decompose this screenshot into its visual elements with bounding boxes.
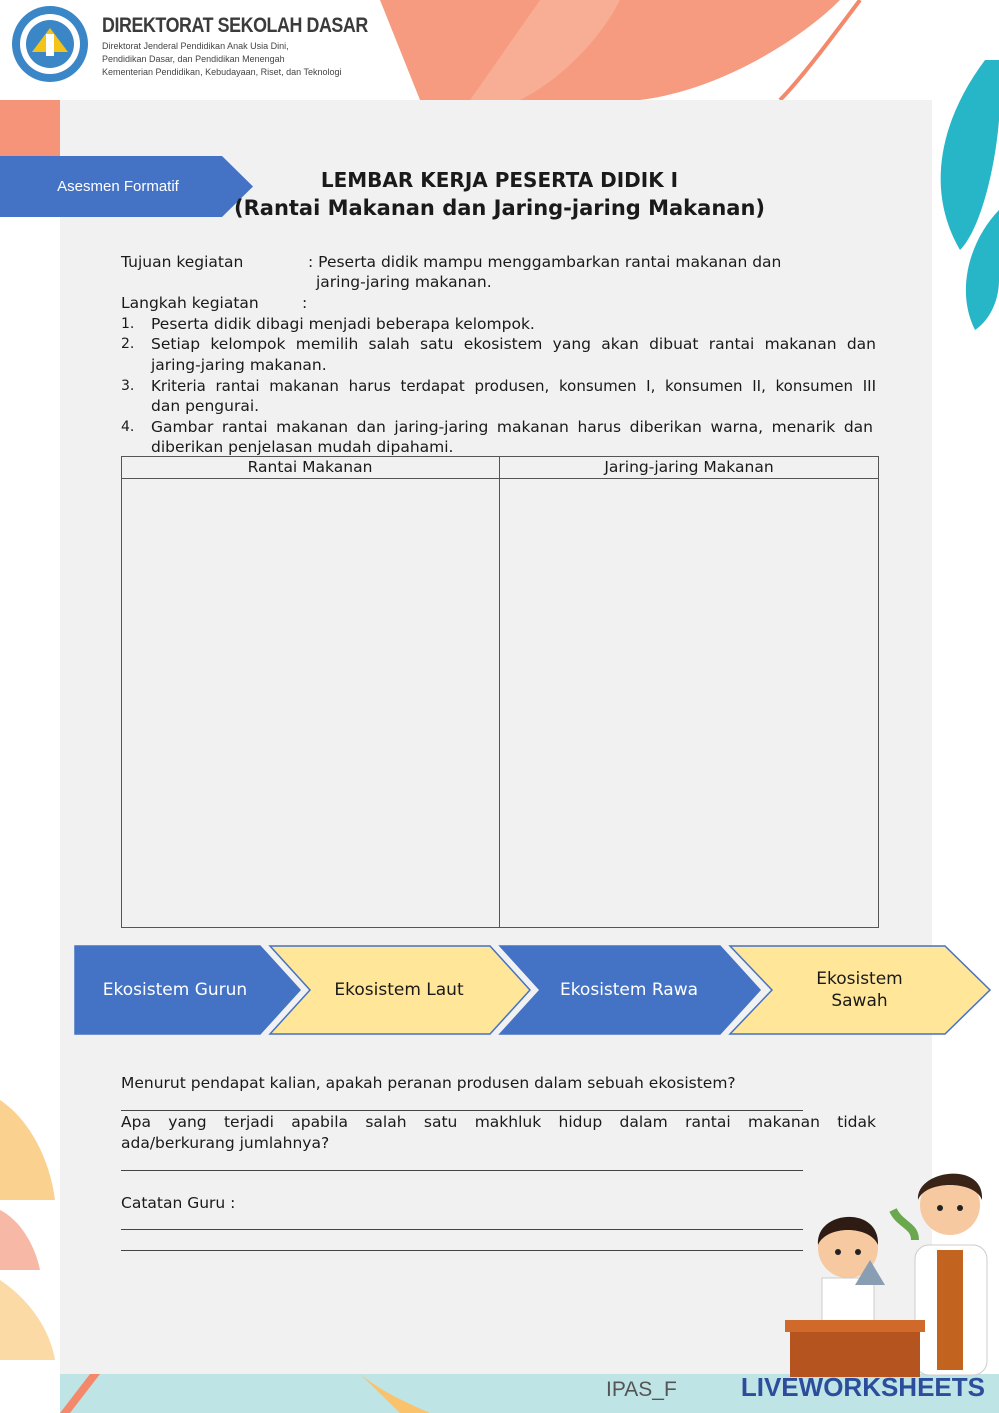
org-line-2: Pendidikan Dasar, dan Pendidikan Menengah bbox=[102, 54, 285, 64]
question-1: Menurut pendapat kalian, apakah peranan produsen dalam sebuah ekosistem? bbox=[121, 1074, 736, 1092]
step-text: Kriteria rantai makanan harus terdapat produsen, konsumen I, konsumen II, konsumen III bbox=[151, 377, 876, 395]
tujuan-text-2: jaring-jaring makanan. bbox=[316, 273, 492, 291]
step-text-cont: dan pengurai. bbox=[151, 397, 260, 415]
catatan-line-1[interactable] bbox=[121, 1229, 803, 1230]
catatan-guru-label: Catatan Guru : bbox=[121, 1194, 236, 1212]
step-number: 1. bbox=[121, 316, 135, 332]
tujuan-label: Tujuan kegiatan bbox=[121, 253, 244, 271]
ecosystem-sawah-label[interactable]: Ekosistem Sawah bbox=[816, 969, 903, 1011]
catatan-line-2[interactable] bbox=[121, 1250, 803, 1251]
langkah-label: Langkah kegiatan bbox=[121, 294, 259, 312]
step-text: Gambar rantai makanan dan jaring-jaring makanan harus diberikan warna, menarik dan bbox=[151, 418, 873, 436]
answer-line-2[interactable] bbox=[121, 1170, 803, 1171]
table-header-jaring: Jaring-jaring Makanan bbox=[604, 458, 774, 476]
step-text-cont: diberikan penjelasan mudah dipahami. bbox=[151, 438, 454, 456]
step-text: Setiap kelompok memilih salah satu ekosistem yang akan dibuat rantai makanan dan bbox=[151, 335, 876, 353]
ecosystem-laut-label[interactable]: Ekosistem Laut bbox=[334, 980, 464, 1000]
worksheet-title: LEMBAR KERJA PESERTA DIDIK I bbox=[320, 168, 679, 192]
step-text-cont: jaring-jaring makanan. bbox=[151, 356, 327, 374]
tujuan-text-1: : Peserta didik mampu menggambarkan rantai makanan dan bbox=[308, 253, 782, 271]
table-header-rantai: Rantai Makanan bbox=[247, 458, 373, 476]
tut-wuri-logo bbox=[12, 6, 88, 82]
step-number: 3. bbox=[121, 378, 135, 394]
answer-line-1[interactable] bbox=[121, 1110, 803, 1111]
org-title: DIREKTORAT SEKOLAH DASAR bbox=[102, 14, 368, 37]
org-line-3: Kementerian Pendidikan, Kebudayaan, Riset, dan Teknologi bbox=[102, 67, 342, 77]
langkah-colon: : bbox=[302, 294, 308, 312]
ecosystem-gurun-label[interactable]: Ekosistem Gurun bbox=[102, 980, 248, 1000]
step-number: 4. bbox=[121, 419, 135, 435]
step-text: Peserta didik dibagi menjadi beberapa kelompok. bbox=[151, 315, 535, 333]
rantai-makanan-drawing-area[interactable] bbox=[122, 479, 498, 927]
question-2: Apa yang terjadi apabila salah satu makhluk hidup dalam rantai makanan tidak bbox=[121, 1113, 876, 1131]
step-number: 2. bbox=[121, 336, 135, 352]
worksheet-subtitle: (Rantai Makanan dan Jaring-jaring Makanan) bbox=[234, 196, 765, 220]
org-line-1: Direktorat Jenderal Pendidikan Anak Usia Dini, bbox=[102, 41, 289, 51]
asesmen-badge-label: Asesmen Formatif bbox=[57, 178, 179, 195]
jaring-makanan-drawing-area[interactable] bbox=[500, 479, 878, 927]
ecosystem-rawa-label[interactable]: Ekosistem Rawa bbox=[559, 980, 699, 1000]
question-2-cont: ada/berkurang jumlahnya? bbox=[121, 1134, 330, 1152]
liveworksheets-logo[interactable]: LIVEWORKSHEETS bbox=[740, 1372, 985, 1402]
footer-code: IPAS_F bbox=[606, 1378, 677, 1401]
